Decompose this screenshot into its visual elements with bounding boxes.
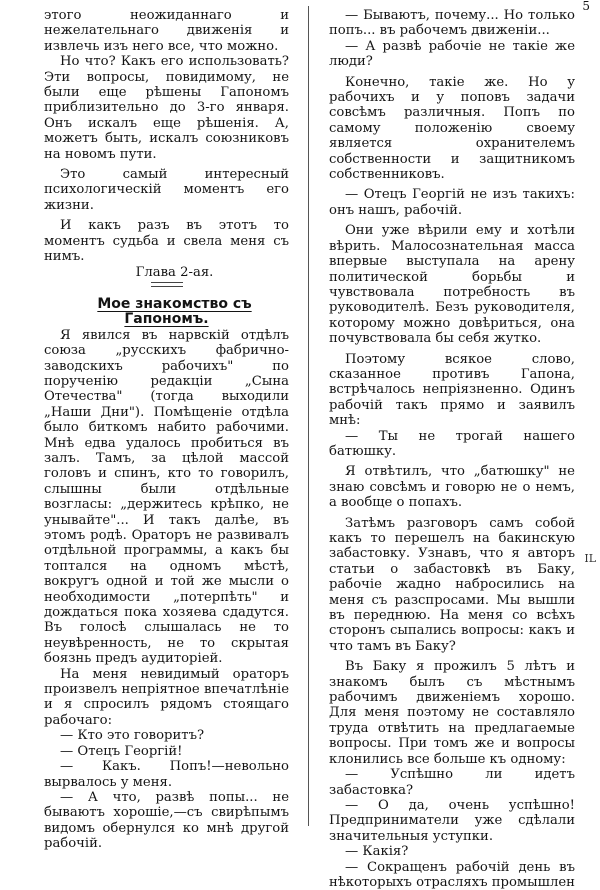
left-column xyxy=(44,8,289,852)
paragraph: На меня невидимый ораторъ произвелъ непріятное впечатлѣніе и я спросилъ рядомъ стоящаго рабочаго: xyxy=(44,666,289,728)
dialogue-line: — Какъ. Попъ!—невольно вырвалось у меня. xyxy=(44,759,289,790)
paragraph: Они уже вѣрили ему и хотѣли вѣрить. Малосознательная масса впервые выступала на арену политической борьбы и чувствовала потребность въ руководителѣ. Безъ руководителя, которому можно довѣриться, она почувствовала бы себя жутко. xyxy=(329,223,575,347)
dialogue-line: — Какія? xyxy=(345,844,409,860)
paragraph: И какъ разъ въ этотъ то моментъ судьба и свела меня съ нимъ. xyxy=(44,218,289,265)
page-number: 5 xyxy=(582,0,590,13)
dialogue-line: — Успѣшно ли идетъ забастовка? xyxy=(329,767,575,798)
section-title: Мое знакомство съ Гапономъ. xyxy=(97,295,252,328)
dialogue-line: — Кто это говоритъ? xyxy=(60,728,205,744)
paragraph: Конечно, такіе же. Но у рабочихъ и у поповъ задачи совсѣмъ различныя. Попъ по самому положенію своему является охранителемъ собственности и защитникомъ собственниковъ. xyxy=(329,74,575,183)
ornament-divider xyxy=(151,282,183,287)
dialogue-line: — А развѣ рабочіе не такіе же люди? xyxy=(329,38,575,70)
dialogue-line: — Отецъ Георгій не изъ такихъ: онъ нашъ, рабочій. xyxy=(329,187,575,218)
column-divider xyxy=(308,6,309,826)
paragraph: Я отвѣтилъ, что „батюшку" не знаю совсѣмъ и говорю не о немъ, а вообще о попахъ. xyxy=(329,464,575,511)
dialogue-line: — О да, очень успѣшно! Предприниматели уже сдѣлали значительныя уступки. xyxy=(329,797,575,844)
margin-mark: IL xyxy=(584,552,596,565)
chapter-heading: Глава 2-ая. xyxy=(135,264,214,280)
right-column xyxy=(329,8,575,890)
paragraph: Но что? Какъ его использовать? Эти вопросы, повидимому, не были еще рѣшены Гапономъ приблизительно до 3-го января. Онъ искалъ еще рѣшенія. А, можетъ быть, искалъ союзниковъ на новомъ пути. xyxy=(44,54,289,162)
dialogue-line: — Отецъ Георгій! xyxy=(60,743,183,759)
paragraph: этого неожиданнаго и нежелательнаго движенія и извлечь изъ него все, что можно. xyxy=(44,8,289,54)
dialogue-line: — А что, развѣ попы... не бываютъ хорошіе,—съ свирѣпымъ видомъ обернулся ко мнѣ другой рабочій. xyxy=(44,789,289,852)
paragraph: Поэтому всякое слово, сказанное противъ Гапона, встрѣчалось непріязненно. Одинъ рабочій такъ прямо и заявилъ мнѣ: xyxy=(329,351,575,429)
dialogue-line: — Бываютъ, почему... Но только попъ... въ рабочемъ движеніи... xyxy=(329,8,575,39)
paragraph: Затѣмъ разговоръ самъ собой какъ то перешелъ на бакинскую забастовку. Узнавъ, что я авторъ статьи о забастовкѣ въ Баку, рабочіе жадно набросились на меня съ разспросами. Мы вышли въ переднюю. На меня со всѣхъ сторонъ сыпались вопросы: какъ и что тамъ въ Баку? xyxy=(329,515,575,654)
dialogue-line: — Ты не трогай нашего батюшку. xyxy=(329,428,575,459)
paragraph: Это самый интересный психологическій моментъ его жизни. xyxy=(44,167,289,213)
dialogue-line: — Сокращенъ рабочій день въ нѣкоторыхъ отрасляхъ промышлен xyxy=(329,859,575,890)
paragraph: Я явился въ нарвскій отдѣлъ союза „русскихъ фабрично-заводскихъ рабочихъ" по порученію редакціи „Сына Отечества" (тогда выходили „Наши Дни"). Помѣщеніе отдѣла было биткомъ набито рабочими. Мнѣ едва удалось пробиться въ залъ. Тамъ, за цѣлой массой головъ и спинъ, кто то говорилъ, слышны были отдѣльные возгласы: „держитесь крѣпко, не унывайте"... И такъ далѣе, въ этомъ родѣ. Ораторъ не развивалъ отдѣльной программы, а какъ бы топтался на одномъ мѣстѣ, вокругъ одной и той же мысли о необходимости „потерпѣть" и дождаться пока хозяева сдадутся. Въ голосѣ слышалась не то неувѣренность, не то скрытая боязнь предъ аудиторіей. xyxy=(44,327,289,667)
paragraph: Въ Баку я прожилъ 5 лѣтъ и знакомъ былъ съ мѣстнымъ рабочимъ движеніемъ хорошо. Для меня поэтому не составляло труда отвѣтить на предлагаемые вопросы. При томъ же и вопросы клонились все больше къ одному: xyxy=(329,659,575,767)
